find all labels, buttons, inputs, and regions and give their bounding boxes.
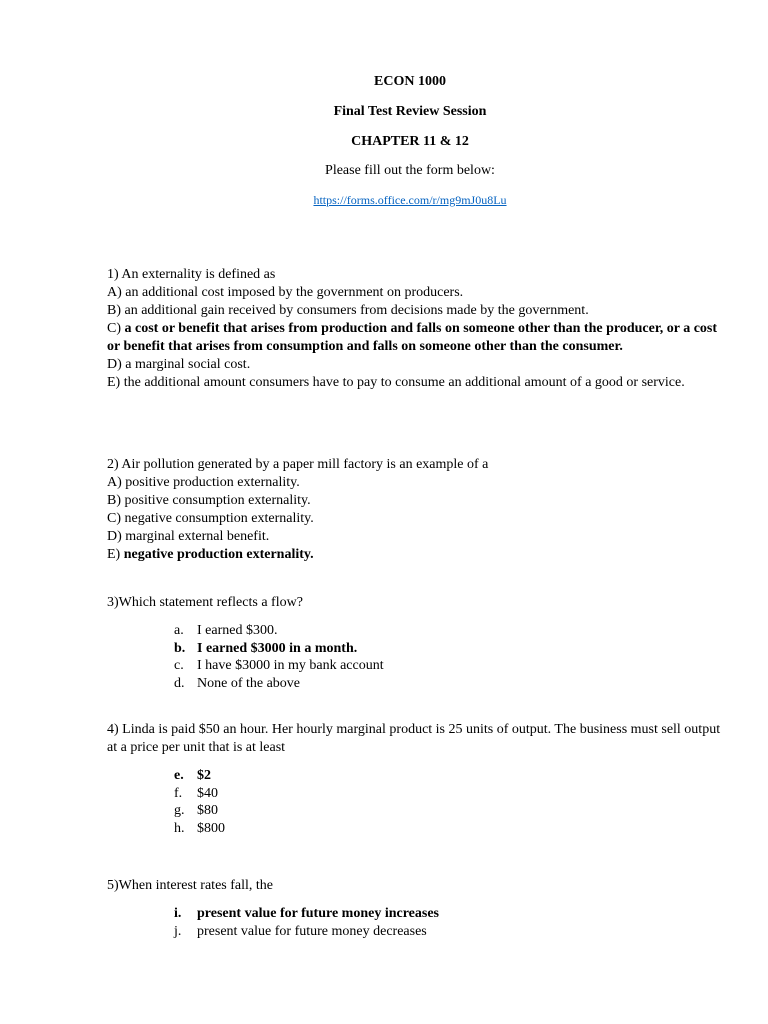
- question-3-options: [174, 622, 384, 692]
- list-item-answer: b. I earned $3000 in a month.: [174, 640, 358, 656]
- question-3-stem: 3)Which statement reflects a flow?: [107, 595, 303, 610]
- question-2-option-e: [107, 546, 722, 564]
- list-item: g. $80: [174, 803, 218, 819]
- list-item: a. I earned $300.: [174, 623, 278, 638]
- option-e-prefix: E): [107, 547, 124, 562]
- option-c-answer: a cost or benefit that arises from production and falls on someone other than the producer, or a cost or benefit that arises from consumption and falls on someone other than the consumer.: [107, 321, 718, 354]
- session-title: Final Test Review Session: [333, 104, 487, 119]
- list-item-answer: e. $2: [174, 768, 211, 783]
- list-item: j. present value for future money decreases: [174, 923, 427, 939]
- form-link-wrap: [0, 193, 768, 209]
- question-1-stem: 1) An externality is defined as: [107, 267, 276, 282]
- form-link[interactable]: https://forms.office.com/r/mg9mJ0u8Lu: [313, 193, 507, 207]
- question-1: [107, 266, 722, 392]
- question-2-stem: 2) Air pollution generated by a paper mill factory is an example of a: [107, 457, 489, 472]
- option-c-prefix: C): [107, 321, 125, 336]
- question-1-option-d: D) a marginal social cost.: [107, 357, 251, 372]
- question-4-stem: 4) Linda is paid $50 an hour. Her hourly marginal product is 25 units of output. The business must sell output at a price per unit that is at least: [107, 722, 721, 755]
- list-item-answer: i. present value for future money increases: [174, 906, 439, 921]
- question-2-option-b: B) positive consumption externality.: [107, 493, 311, 508]
- course-title: ECON 1000: [374, 74, 446, 89]
- question-1-option-b: B) an additional gain received by consumers from decisions made by the government.: [107, 303, 589, 318]
- question-4-options: [174, 767, 225, 837]
- question-2-option-a: A) positive production externality.: [107, 475, 300, 490]
- list-item: d. None of the above: [174, 675, 301, 691]
- list-item: c. I have $3000 in my bank account: [174, 658, 384, 674]
- list-item: h. $800: [174, 820, 225, 836]
- question-2-option-d: D) marginal external benefit.: [107, 529, 270, 544]
- form-instruction: Please fill out the form below:: [325, 163, 495, 178]
- question-1-option-e: E) the additional amount consumers have to pay to consume an additional amount of a good or service.: [107, 375, 685, 390]
- question-5-options: [174, 905, 439, 940]
- question-2: [107, 456, 722, 564]
- list-item: f. $40: [174, 785, 218, 801]
- question-1-option-c: [107, 320, 722, 356]
- question-5-stem: 5)When interest rates fall, the: [107, 878, 273, 893]
- question-2-option-c: C) negative consumption externality.: [107, 511, 314, 526]
- question-1-option-a: A) an additional cost imposed by the government on producers.: [107, 285, 464, 300]
- option-e-answer: negative production externality.: [123, 547, 314, 562]
- chapter-title: CHAPTER 11 & 12: [351, 134, 469, 149]
